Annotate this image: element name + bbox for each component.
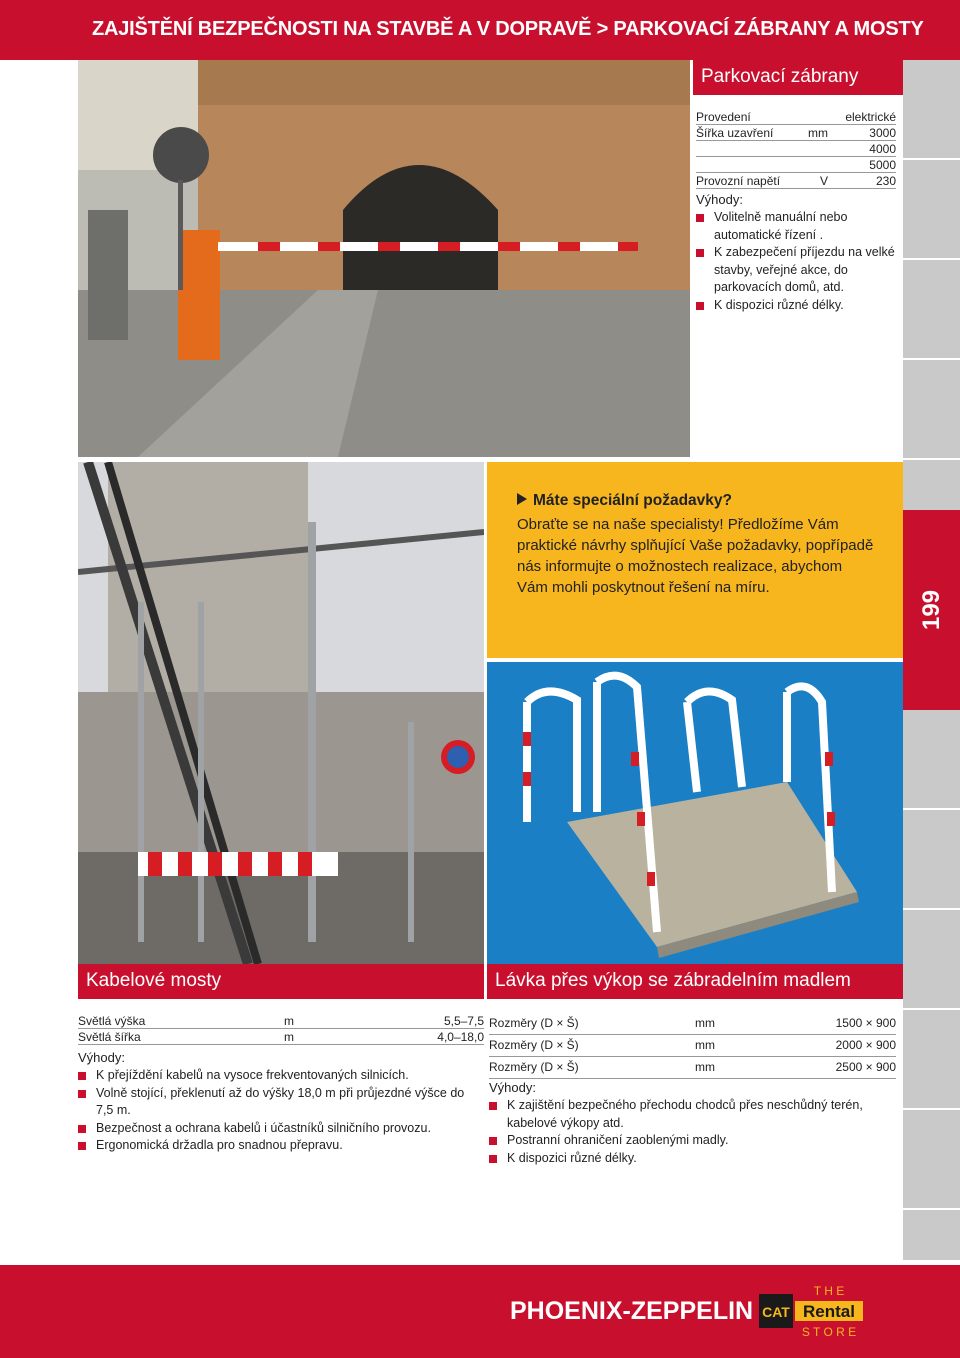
spec-label: Rozměry (D × Š) (489, 1038, 579, 1052)
spec-row (696, 125, 896, 141)
cable-advantages-title: Výhody: (78, 1050, 125, 1065)
spec-value: 2500 × 900 (835, 1060, 896, 1074)
list-item: K zajištění bezpečného přechodu chodců přes neschůdný terén, kabelové výkopy atd. (489, 1097, 889, 1132)
strip-segment (903, 910, 960, 1010)
logo-store: S T O R E (801, 1325, 857, 1339)
spec-row (696, 173, 896, 189)
question-text: Máte speciální požadavky? (533, 492, 732, 509)
logo-the: T H E (813, 1284, 845, 1298)
parking-title: Parkovací zábrany (701, 66, 859, 87)
walkway-title: Lávka přes výkop se zábradelním madlem (495, 970, 851, 991)
brand-name: PHOENIX-ZEPPELIN (510, 1297, 754, 1325)
cable-bridge-photo (78, 462, 484, 964)
logo-mark: CAT (762, 1304, 790, 1320)
spec-value: 1500 × 900 (835, 1016, 896, 1030)
special-requests-question (517, 492, 732, 510)
spec-row (696, 141, 896, 157)
spec-value: 4000 (869, 142, 896, 156)
spec-label: Šířka uzavření (696, 126, 774, 140)
walkway-advantages-list (489, 1097, 889, 1167)
spec-unit: mm (808, 126, 828, 140)
list-item: Postranní ohraničení zaoblenými madly. (489, 1132, 889, 1150)
spec-unit: mm (695, 1060, 715, 1074)
spec-row (696, 109, 896, 125)
page-title: ZAJIŠTĚNÍ BEZPEČNOSTI NA STAVBĚ A V DOPRAVĚ > PARKOVACÍ ZÁBRANY A MOSTY (92, 18, 924, 40)
spec-row (696, 157, 896, 173)
spec-label: Provedení (696, 110, 751, 124)
special-requests-text: Obraťte se na naše specialisty! Předložíme Vám praktické návrhy splňující Vaše požadavky, popřípadě nás informujte o možnostech realizace, abychom Vám mohli poskytnout řešení na míru. (517, 516, 874, 596)
parking-section-heading (693, 60, 903, 95)
spec-value: 230 (875, 174, 896, 188)
cable-spec-table (78, 1013, 484, 1045)
list-item: Bezpečnost a ochrana kabelů i účastníků silničního provozu. (78, 1120, 484, 1138)
cable-title: Kabelové mosty (86, 970, 222, 991)
strip-segment (903, 360, 960, 460)
header-bar (0, 0, 960, 60)
spec-row (489, 1013, 896, 1035)
walkway-section-heading (487, 964, 903, 999)
spec-unit: m (284, 1014, 294, 1028)
page-number-tab (903, 510, 960, 710)
spec-unit: V (820, 174, 829, 188)
spec-label: Světlá výška (78, 1014, 146, 1028)
strip-segment (903, 810, 960, 910)
parking-advantages-title: Výhody: (696, 192, 743, 207)
special-requests-box (487, 462, 903, 658)
play-arrow-icon (517, 493, 527, 505)
spec-value: 5,5–7,5 (443, 1014, 484, 1028)
spec-label: Světlá šířka (78, 1030, 141, 1044)
spec-label: Rozměry (D × Š) (489, 1016, 579, 1030)
list-item: K zabezpečení příjezdu na velké stavby, veřejné akce, do parkovacích domů, atd. (696, 244, 896, 297)
spec-unit: mm (695, 1016, 715, 1030)
cat-rental-store-logo (757, 1280, 867, 1342)
spec-row (489, 1035, 896, 1057)
strip-segment (903, 60, 960, 160)
strip-segment (903, 160, 960, 260)
spec-value: 2000 × 900 (835, 1038, 896, 1052)
strip-segment (903, 1010, 960, 1110)
parking-advantages-list (696, 209, 896, 314)
spec-value: 3000 (869, 126, 896, 140)
parking-barrier-photo (78, 60, 690, 457)
cable-advantages-list (78, 1067, 484, 1155)
spec-value: elektrické (845, 110, 896, 124)
spec-unit: mm (695, 1038, 715, 1052)
strip-segment (903, 710, 960, 810)
strip-segment (903, 260, 960, 360)
cable-section-heading (78, 964, 484, 999)
spec-label: Provozní napětí (696, 174, 781, 188)
logo-rental: Rental (803, 1302, 855, 1321)
spec-label: Rozměry (D × Š) (489, 1060, 579, 1074)
spec-value: 4,0–18,0 (437, 1030, 484, 1044)
list-item: Ergonomická držadla pro snadnou přepravu. (78, 1137, 484, 1155)
parking-spec-table (696, 109, 896, 189)
list-item: Volitelně manuální nebo automatické řízení . (696, 209, 896, 244)
walkway-advantages-title: Výhody: (489, 1080, 536, 1095)
list-item: Volně stojící, překlenutí až do výšky 18,0 m při průjezdné výšce do 7,5 m. (78, 1085, 484, 1120)
spec-value: 5000 (869, 158, 896, 172)
list-item: K přejíždění kabelů na vysoce frekventovaných silnicích. (78, 1067, 484, 1085)
walkway-spec-table (489, 1013, 896, 1079)
spec-row (78, 1029, 484, 1045)
walkway-photo (487, 662, 903, 964)
page-number: 199 (917, 589, 945, 631)
list-item: K dispozici různé délky. (696, 297, 896, 315)
list-item: K dispozici různé délky. (489, 1150, 889, 1168)
spec-row (78, 1013, 484, 1029)
spec-row (489, 1057, 896, 1079)
strip-segment (903, 1110, 960, 1210)
spec-unit: m (284, 1030, 294, 1044)
